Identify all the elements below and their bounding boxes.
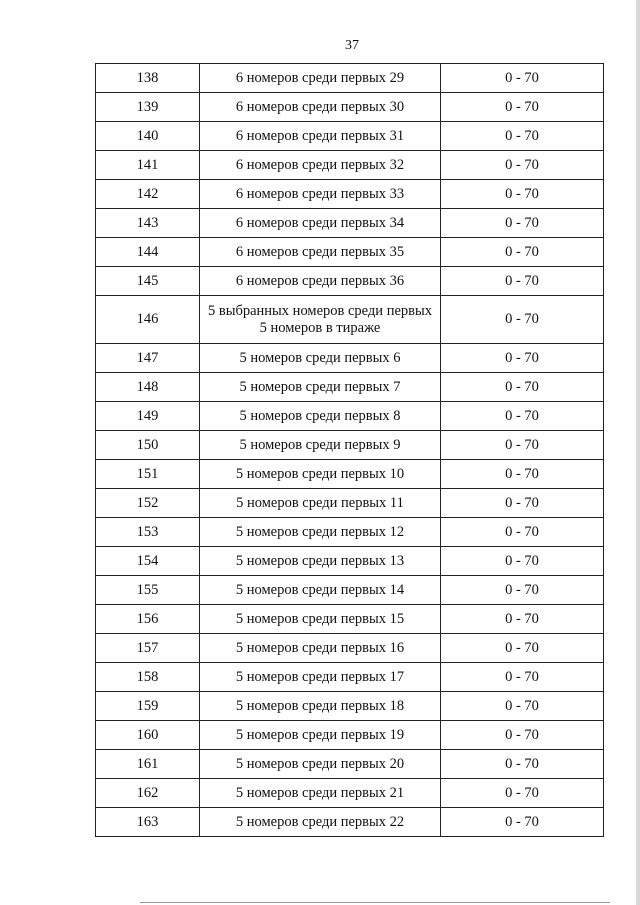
value-range-cell: 0 - 70 [441,122,604,151]
bet-description-cell: 6 номеров среди первых 31 [200,122,441,151]
value-range-cell: 0 - 70 [441,634,604,663]
row-number-cell: 158 [96,663,200,692]
row-number-cell: 156 [96,605,200,634]
table-row [96,750,604,779]
value-range-cell: 0 - 70 [441,267,604,296]
value-range-cell: 0 - 70 [441,151,604,180]
bet-description-cell: 6 номеров среди первых 33 [200,180,441,209]
value-range-cell: 0 - 70 [441,460,604,489]
table-row [96,267,604,296]
value-range-cell: 0 - 70 [441,431,604,460]
table-row [96,663,604,692]
value-range-cell: 0 - 70 [441,489,604,518]
value-range-cell: 0 - 70 [441,209,604,238]
bet-description-line: 5 номеров в тираже [259,319,381,336]
row-number-cell: 144 [96,238,200,267]
value-range-cell: 0 - 70 [441,692,604,721]
row-number-cell: 143 [96,209,200,238]
bet-description-cell: 5 номеров среди первых 17 [200,663,441,692]
value-range-cell: 0 - 70 [441,547,604,576]
table-row [96,779,604,808]
row-number-cell: 151 [96,460,200,489]
table-row [96,64,604,93]
table-row [96,634,604,663]
value-range-cell: 0 - 70 [441,180,604,209]
value-range-cell: 0 - 70 [441,373,604,402]
table-row [96,238,604,267]
table-row [96,460,604,489]
value-range-cell: 0 - 70 [441,518,604,547]
bet-description-cell: 6 номеров среди первых 34 [200,209,441,238]
bet-description-cell: 5 номеров среди первых 11 [200,489,441,518]
bet-description-cell: 5 номеров среди первых 13 [200,547,441,576]
value-range-cell: 0 - 70 [441,238,604,267]
table-row [96,692,604,721]
row-number-cell: 149 [96,402,200,431]
bet-description-cell: 5 номеров среди первых 18 [200,692,441,721]
row-number-cell: 162 [96,779,200,808]
row-number-cell: 160 [96,721,200,750]
table-row [96,547,604,576]
row-number-cell: 150 [96,431,200,460]
row-number-cell: 152 [96,489,200,518]
row-number-cell: 145 [96,267,200,296]
value-range-cell: 0 - 70 [441,64,604,93]
table-row [96,489,604,518]
row-number-cell: 138 [96,64,200,93]
row-number-cell: 163 [96,808,200,837]
bet-description-cell: 5 номеров среди первых 12 [200,518,441,547]
table-row [96,151,604,180]
row-number-cell: 148 [96,373,200,402]
bet-description-cell: 5 номеров среди первых 20 [200,750,441,779]
bet-description-line: 5 выбранных номеров среди первых [208,302,432,319]
row-number-cell: 140 [96,122,200,151]
value-range-cell: 0 - 70 [441,750,604,779]
bet-description-cell: 5 номеров среди первых 10 [200,460,441,489]
value-range-cell: 0 - 70 [441,721,604,750]
table-row [96,576,604,605]
bet-description-cell: 5 номеров среди первых 19 [200,721,441,750]
row-number-cell: 154 [96,547,200,576]
value-range-cell: 0 - 70 [441,663,604,692]
bet-description-cell: 5 номеров среди первых 16 [200,634,441,663]
page-number: 37 [345,38,359,53]
row-number-cell: 161 [96,750,200,779]
bet-description-cell: 6 номеров среди первых 36 [200,267,441,296]
value-range-cell: 0 - 70 [441,605,604,634]
table-row [96,402,604,431]
value-range-cell: 0 - 70 [441,402,604,431]
bet-description-cell: 5 номеров среди первых 6 [200,344,441,373]
value-range-cell: 0 - 70 [441,344,604,373]
bet-description-cell: 5 номеров среди первых 14 [200,576,441,605]
table-row [96,296,604,344]
bet-description-cell [200,296,441,344]
bet-description-cell: 5 номеров среди первых 9 [200,431,441,460]
row-number-cell: 157 [96,634,200,663]
scan-edge-shadow [636,0,640,905]
table-row [96,122,604,151]
row-number-cell: 155 [96,576,200,605]
value-range-cell: 0 - 70 [441,296,604,344]
bet-description-cell: 5 номеров среди первых 8 [200,402,441,431]
bet-description-cell: 5 номеров среди первых 22 [200,808,441,837]
row-number-cell: 159 [96,692,200,721]
row-number-cell: 153 [96,518,200,547]
row-number-cell: 142 [96,180,200,209]
row-number-cell: 147 [96,344,200,373]
table-row [96,808,604,837]
value-range-cell: 0 - 70 [441,93,604,122]
table-row [96,93,604,122]
row-number-cell: 139 [96,93,200,122]
row-number-cell: 141 [96,151,200,180]
bet-description-cell: 6 номеров среди первых 30 [200,93,441,122]
bet-description-cell: 6 номеров среди первых 35 [200,238,441,267]
lottery-bet-table [95,63,604,837]
table-row [96,431,604,460]
bet-description-cell: 5 номеров среди первых 21 [200,779,441,808]
table-row [96,518,604,547]
table-row [96,344,604,373]
bet-description-cell: 5 номеров среди первых 7 [200,373,441,402]
page-bottom-rule [140,902,610,903]
table-row [96,721,604,750]
value-range-cell: 0 - 70 [441,779,604,808]
row-number-cell: 146 [96,296,200,344]
table-row [96,209,604,238]
table-row [96,605,604,634]
bet-description-cell: 6 номеров среди первых 29 [200,64,441,93]
value-range-cell: 0 - 70 [441,808,604,837]
table-row [96,373,604,402]
bet-description-cell: 6 номеров среди первых 32 [200,151,441,180]
value-range-cell: 0 - 70 [441,576,604,605]
bet-description-cell: 5 номеров среди первых 15 [200,605,441,634]
table-row [96,180,604,209]
